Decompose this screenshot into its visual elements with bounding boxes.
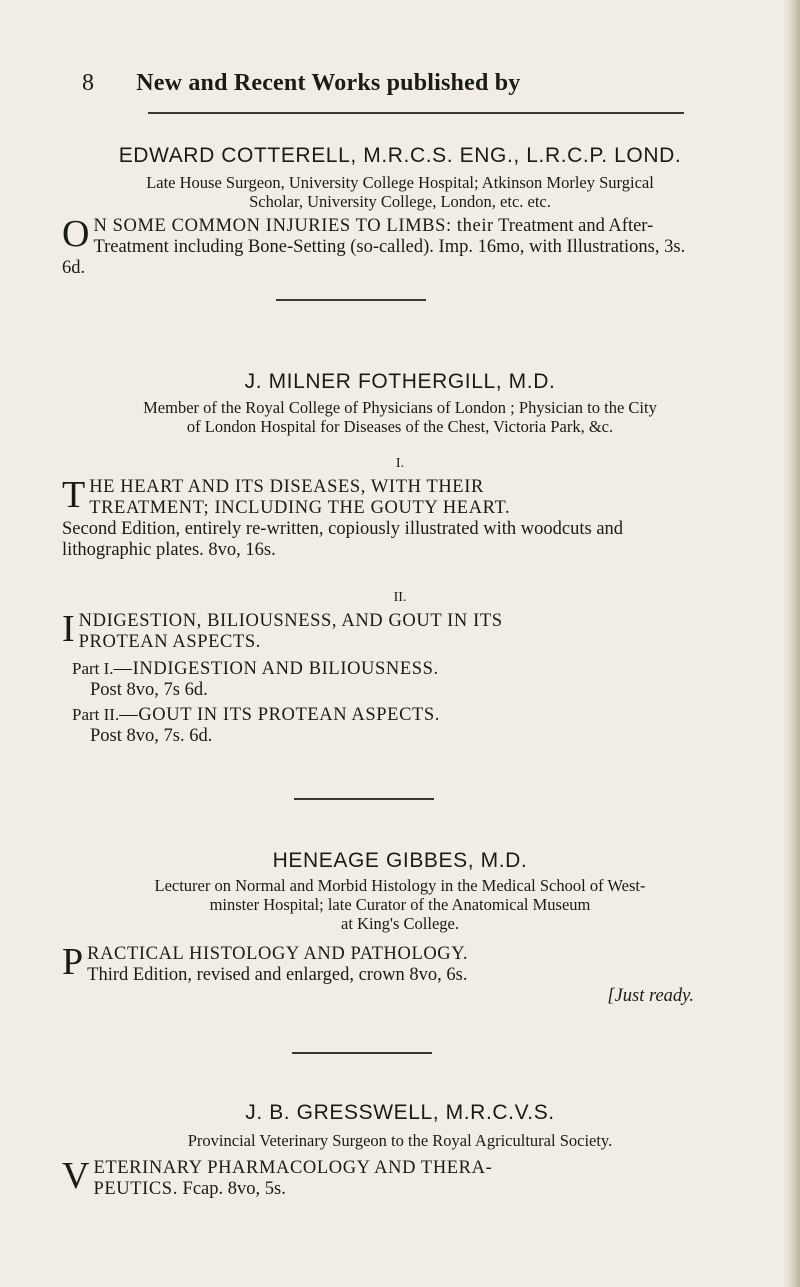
work-entry-practical-histology: [62, 941, 694, 1007]
page-number: 8: [82, 70, 95, 96]
dropcap: T: [62, 474, 86, 516]
work-entry-veterinary-pharmacology: [62, 1155, 694, 1200]
affiliation-line: Lecturer on Normal and Morbid Histology in the Medical School of West-: [154, 876, 646, 895]
part-label: Part I.: [72, 659, 114, 678]
section-rule: [294, 798, 434, 800]
part-label: Part II.: [72, 705, 120, 724]
work-title: N SOME COMMON INJURIES TO LIMBS: their: [93, 216, 494, 236]
work-title-continued: PROTEAN ASPECTS.: [78, 632, 261, 652]
affiliation-line: minster Hospital; late Curator of the Anatomical Museum: [209, 895, 591, 914]
author-name-gresswell: J. B. GRESSWELL, M.R.C.V.S.: [245, 1101, 555, 1124]
author-name-gibbes: HENEAGE GIBBES, M.D.: [272, 849, 528, 872]
work-part: [72, 658, 712, 701]
author-affiliation-fothergill: [60, 398, 740, 436]
work-title: HE HEART AND ITS DISEASES, WITH THEIR: [89, 477, 484, 497]
dropcap: V: [62, 1155, 90, 1197]
section-rule: [276, 299, 426, 301]
part-detail: Post 8vo, 7s. 6d.: [90, 726, 213, 746]
section-rule: [292, 1052, 432, 1054]
work-entry-heart-diseases: [62, 474, 694, 561]
work-title: ETERINARY PHARMACOLOGY AND THERA-: [93, 1158, 493, 1178]
author-affiliation-gresswell: [60, 1131, 740, 1150]
author-name-fothergill: J. MILNER FOTHERGILL, M.D.: [244, 370, 556, 393]
dropcap: P: [62, 941, 84, 983]
page-edge-shadow: [784, 0, 800, 1287]
work-details: Second Edition, entirely re-written, copiously illustrated with woodcuts and lithographic plates. 8vo, 16s.: [62, 519, 624, 560]
work-title-continued: TREATMENT; INCLUDING THE GOUTY HEART.: [89, 498, 511, 518]
work-numeral: I.: [395, 456, 405, 471]
affiliation-line: Late House Surgeon, University College Hospital; Atkinson Morley Surgical: [146, 173, 654, 192]
work-details: Third Edition, revised and enlarged, crown 8vo, 6s.: [87, 965, 468, 985]
affiliation-line: Provincial Veterinary Surgeon to the Royal Agricultural Society.: [187, 1131, 613, 1150]
work-title-continued: PEUTICS.: [93, 1179, 178, 1199]
running-header: [82, 70, 722, 97]
affiliation-line: Scholar, University College, London, etc. etc.: [249, 192, 551, 211]
work-entry-indigestion: [62, 608, 694, 653]
work-title: NDIGESTION, BILIOUSNESS, AND GOUT IN ITS: [78, 611, 503, 631]
work-title: RACTICAL HISTOLOGY AND PATHOLOGY.: [87, 944, 469, 964]
running-title: New and Recent Works published by: [136, 70, 521, 96]
work-numeral: II.: [393, 590, 407, 605]
author-affiliation-gibbes: [60, 876, 740, 933]
header-rule: [148, 112, 684, 114]
affiliation-line: at King's College.: [341, 914, 459, 933]
availability-note: [Just ready.: [607, 986, 694, 1006]
affiliation-line: Member of the Royal College of Physicians of London ; Physician to the City: [143, 398, 657, 417]
part-detail: Post 8vo, 7s 6d.: [90, 680, 208, 700]
work-details: Fcap. 8vo, 5s.: [182, 1179, 286, 1199]
part-title: —INDIGESTION AND BILIOUSNESS.: [113, 659, 439, 679]
work-part: [72, 704, 712, 747]
author-affiliation-cotterell: [60, 173, 740, 211]
part-title: —GOUT IN ITS PROTEAN ASPECTS.: [119, 705, 441, 725]
dropcap: I: [62, 608, 75, 650]
dropcap: O: [62, 213, 90, 255]
work-details: Treatment and After-Treatment including Bone-Setting (so-called). Imp. 16mo, with Illustrations, 3s. 6d.: [62, 216, 686, 278]
affiliation-line: of London Hospital for Diseases of the Chest, Victoria Park, &c.: [186, 417, 614, 436]
work-entry-injuries-to-limbs: [62, 213, 694, 279]
author-name-cotterell: EDWARD COTTERELL, M.R.C.S. ENG., L.R.C.P. LOND.: [118, 144, 682, 167]
